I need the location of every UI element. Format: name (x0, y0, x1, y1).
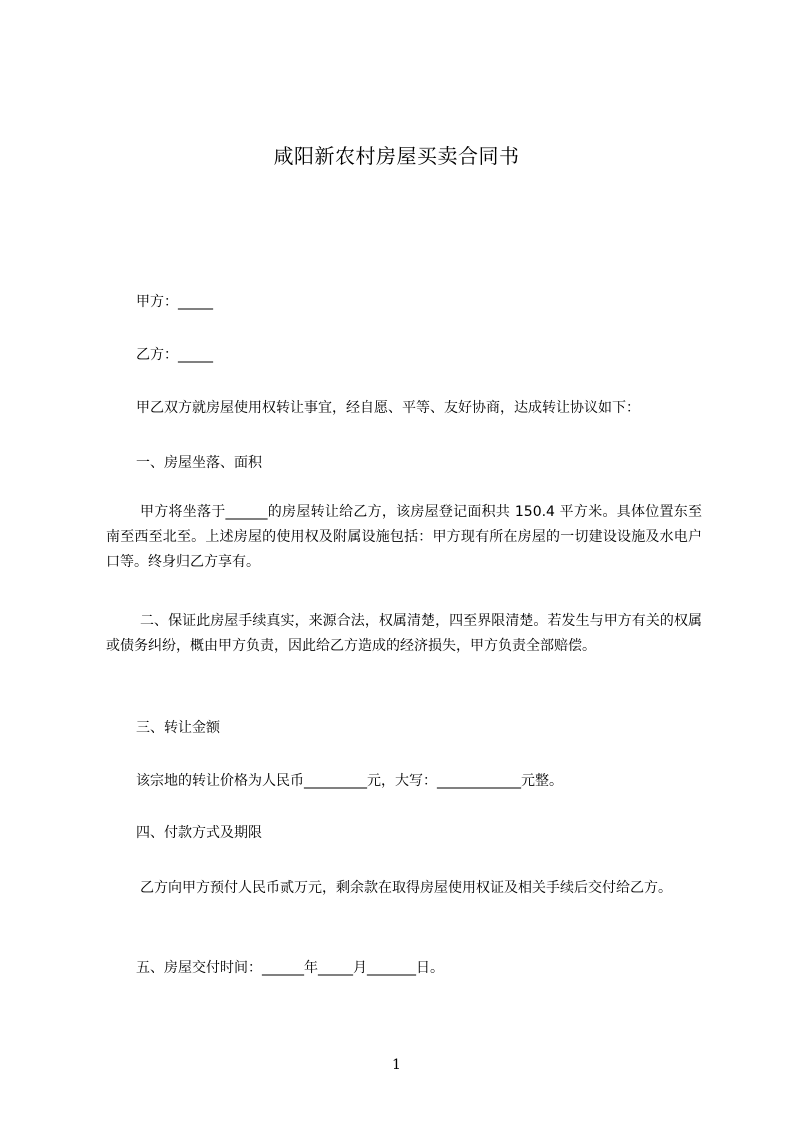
section-1-heading: 一、房屋坐落、面积 (136, 455, 262, 471)
section-5-line: 五、房屋交付时间：______年_____月_______日。 (136, 960, 444, 976)
section-1-body: 甲方将坐落于______的房屋转让给乙方，该房屋登记面积共 150.4 平方米。具体位置东至南至西至北至。上述房屋的使用权及附属设施包括：甲方现有所在房屋的一切建设设施及水电户口等。终身归乙方享有。 (106, 504, 702, 570)
section-4-heading: 四、付款方式及期限 (136, 825, 262, 841)
intro-paragraph: 甲乙双方就房屋使用权转让事宜，经自愿、平等、友好协商，达成转让协议如下： (136, 400, 640, 416)
section-3-heading: 三、转让金额 (136, 720, 220, 736)
document-title: 咸阳新农村房屋买卖合同书 (273, 144, 520, 168)
party-b-line: 乙方：_____ (136, 347, 213, 363)
party-a-line: 甲方：_____ (136, 294, 213, 310)
page-number: 1 (392, 1057, 401, 1073)
section-3-body: 该宗地的转让价格为人民币_________元，大写：____________元整。 (136, 773, 563, 789)
section-2-body: 二、保证此房屋手续真实，来源合法，权属清楚，四至界限清楚。若发生与甲方有关的权属或债务纠纷，概由甲方负责，因此给乙方造成的经济损失，甲方负责全部赔偿。 (106, 613, 702, 654)
section-4-body: 乙方向甲方预付人民币贰万元，剩余款在取得房屋使用权证及相关手续后交付给乙方。 (140, 880, 672, 896)
